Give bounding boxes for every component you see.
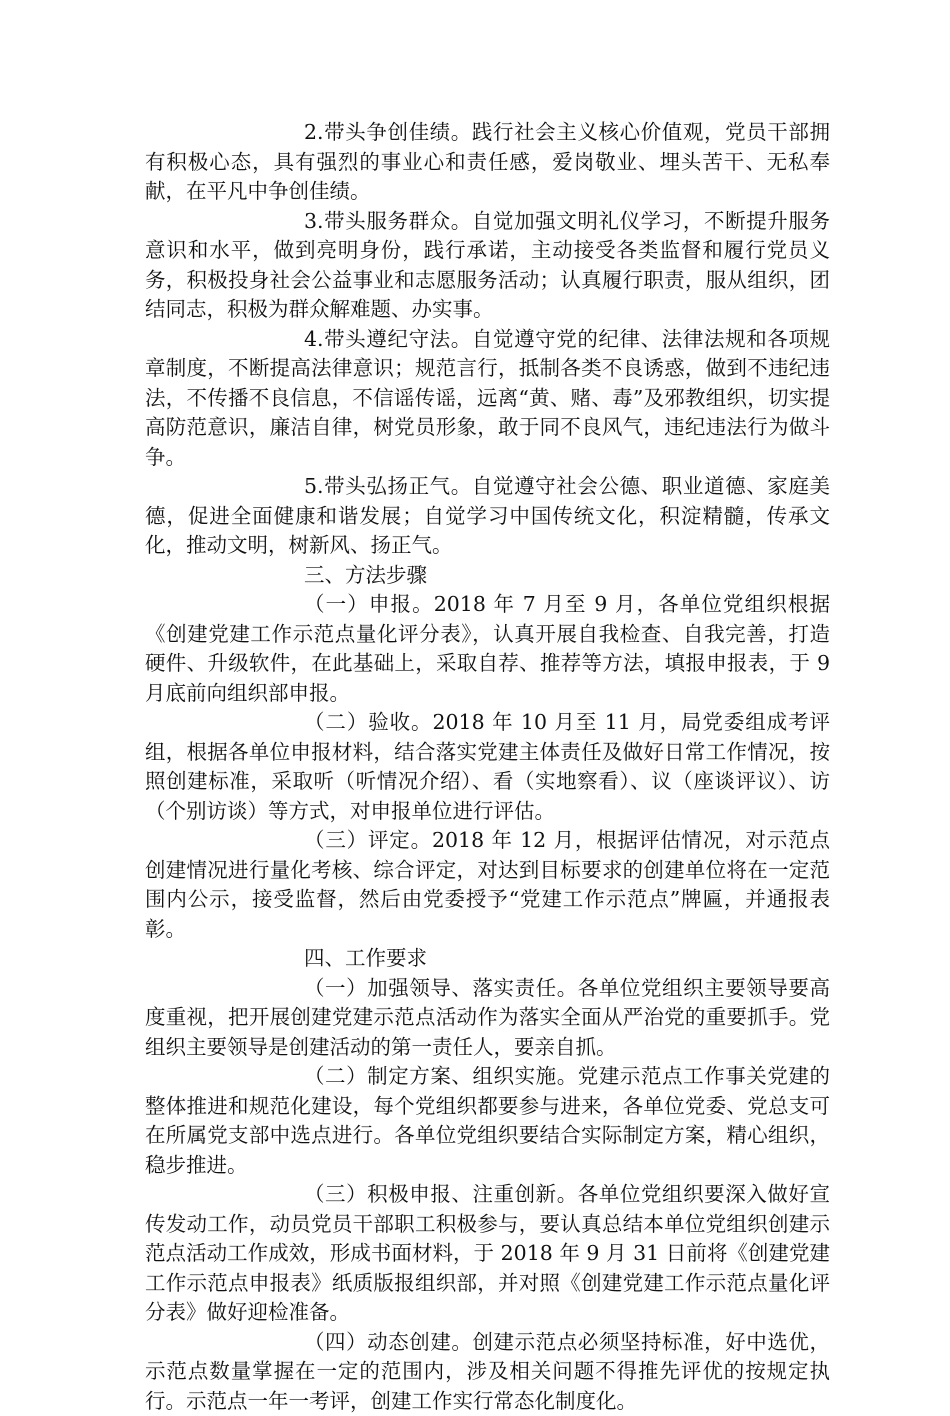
paragraph-step-2: （二）验收。2018 年 10 月至 11 月，局党委组成考评组，根据各单位申报材料，结合落实党建主体责任及做好日常工作情况，按照创建标准，采取听（听情况介绍）、看（实地察看）、议（座谈评议）、访（个别访谈）等方式，对申报单位进行评估。 xyxy=(145,708,830,826)
paragraph-point-5: 5.带头弘扬正气。自觉遵守社会公德、职业道德、家庭美德，促进全面健康和谐发展；自觉学习中国传统文化，积淀精髓，传承文化，推动文明，树新风、扬正气。 xyxy=(145,472,830,561)
section-heading-methods: 三、方法步骤 xyxy=(145,561,830,591)
paragraph-requirement-3: （三）积极申报、注重创新。各单位党组织要深入做好宣传发动工作，动员党员干部职工积极参与，要认真总结本单位党组织创建示范点活动工作成效，形成书面材料，于 2018 年 9 月 31 日前将《创建党建工作示范点申报表》纸质版报组织部，并对照《创建党建工作示范点量化评分表》做好迎检准备。 xyxy=(145,1180,830,1328)
paragraph-step-1: （一）申报。2018 年 7 月至 9 月，各单位党组织根据《创建党建工作示范点量化评分表》，认真开展自我检查、自我完善，打造硬件、升级软件，在此基础上，采取自荐、推荐等方法，填报申报表，于 9 月底前向组织部申报。 xyxy=(145,590,830,708)
paragraph-step-3: （三）评定。2018 年 12 月，根据评估情况，对示范点创建情况进行量化考核、综合评定，对达到目标要求的创建单位将在一定范围内公示，接受监督，然后由党委授予“党建工作示范点”牌匾，并通报表彰。 xyxy=(145,826,830,944)
paragraph-point-3: 3.带头服务群众。自觉加强文明礼仪学习，不断提升服务意识和水平，做到亮明身份，践行承诺，主动接受各类监督和履行党员义务，积极投身社会公益事业和志愿服务活动；认真履行职责，服从组织，团结同志，积极为群众解难题、办实事。 xyxy=(145,207,830,325)
document-body xyxy=(145,118,830,1416)
paragraph-point-4: 4.带头遵纪守法。自觉遵守党的纪律、法律法规和各项规章制度，不断提高法律意识；规范言行，抵制各类不良诱惑，做到不违纪违法，不传播不良信息，不信谣传谣，远离“黄、赌、毒”及邪教组织，切实提高防范意识，廉洁自律，树党员形象，敢于同不良风气，违纪违法行为做斗争。 xyxy=(145,325,830,473)
paragraph-requirement-2: （二）制定方案、组织实施。党建示范点工作事关党建的整体推进和规范化建设，每个党组织都要参与进来，各单位党委、党总支可在所属党支部中选点进行。各单位党组织要结合实际制定方案，精心组织，稳步推进。 xyxy=(145,1062,830,1180)
paragraph-requirement-4: （四）动态创建。创建示范点必须坚持标准，好中选优，示范点数量掌握在一定的范围内，涉及相关问题不得推先评优的按规定执行。示范点一年一考评，创建工作实行常态化制度化。 xyxy=(145,1328,830,1416)
paragraph-requirement-1: （一）加强领导、落实责任。各单位党组织主要领导要高度重视，把开展创建党建示范点活动作为落实全面从严治党的重要抓手。党组织主要领导是创建活动的第一责任人，要亲自抓。 xyxy=(145,974,830,1063)
section-heading-requirements: 四、工作要求 xyxy=(145,944,830,974)
paragraph-point-2: 2.带头争创佳绩。践行社会主义核心价值观，党员干部拥有积极心态，具有强烈的事业心和责任感，爱岗敬业、埋头苦干、无私奉献，在平凡中争创佳绩。 xyxy=(145,118,830,207)
